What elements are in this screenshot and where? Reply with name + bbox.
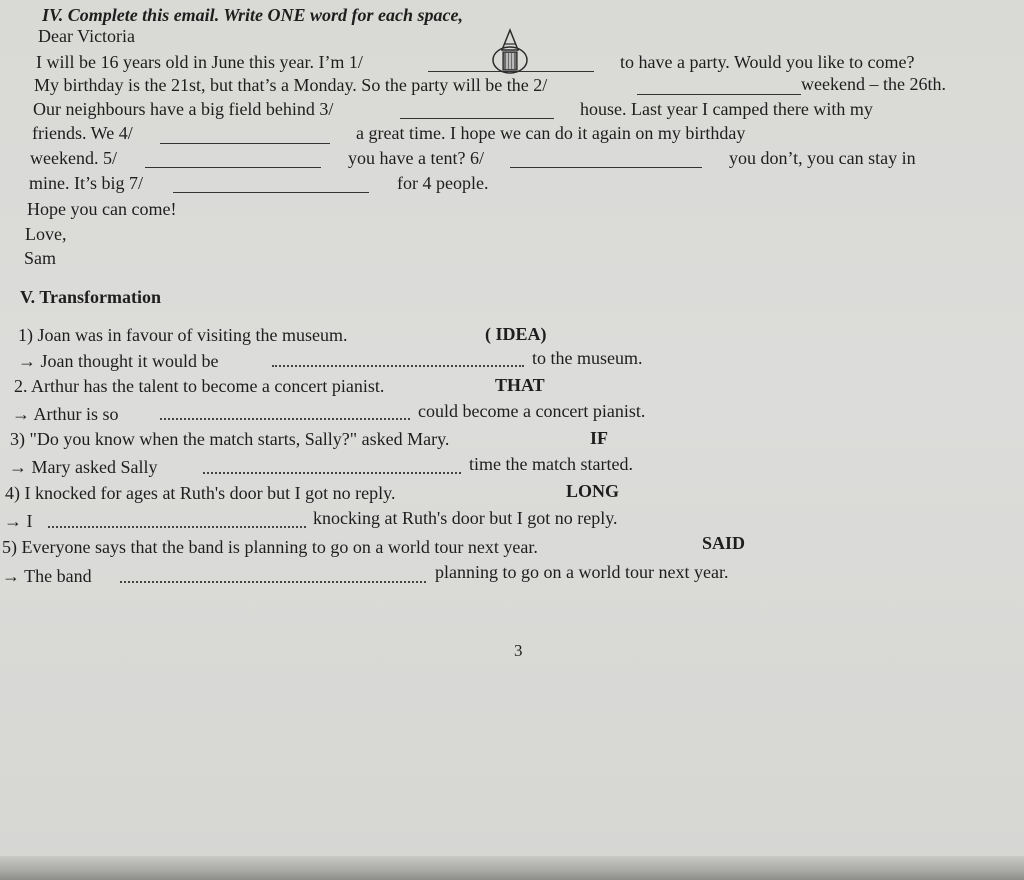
item-2-answer-blank[interactable]	[160, 418, 410, 420]
item-1-prompt: 1) Joan was in favour of visiting the museum.	[18, 325, 348, 345]
item-5-answer-end: planning to go on a world tour next year.	[435, 562, 729, 582]
item-4-keyword: LONG	[566, 481, 620, 501]
item-5-answer-blank[interactable]	[120, 581, 426, 583]
item-2-keyword: THAT	[495, 375, 545, 395]
email-line-6-end: for 4 people.	[397, 173, 489, 193]
email-line-5-middle: you have a tent? 6/	[348, 148, 484, 168]
page-number: 3	[514, 641, 523, 660]
section-5-heading: V. Transformation	[20, 287, 162, 307]
email-line-2-end: weekend – the 26th.	[801, 74, 946, 94]
blank-4[interactable]	[160, 143, 330, 144]
email-line-5-end: you don’t, you can stay in	[729, 148, 916, 168]
email-line-1-start: I will be 16 years old in June this year. I’m 1/	[36, 52, 363, 72]
email-sign-off: Love,	[25, 224, 67, 244]
item-4-answer-start: → I	[4, 511, 33, 531]
email-line-6-start: mine. It’s big 7/	[29, 173, 143, 193]
item-1-answer-start: → Joan thought it would be	[18, 351, 219, 371]
paper-edge-shadow	[0, 856, 1024, 880]
item-3-keyword: IF	[590, 428, 608, 448]
email-line-1-end: to have a party. Would you like to come?	[620, 52, 915, 72]
email-line-3-start: Our neighbours have a big field behind 3/	[33, 99, 334, 119]
item-3-answer-start: → Mary asked Sally	[9, 457, 158, 477]
item-5-prompt: 5) Everyone says that the band is planning to go on a world tour next year.	[2, 537, 538, 557]
item-2-answer-end: could become a concert pianist.	[418, 401, 646, 421]
item-3-answer-blank[interactable]	[203, 472, 461, 474]
item-3-answer-end: time the match started.	[469, 454, 633, 474]
item-4-answer-end: knocking at Ruth's door but I got no reply.	[313, 508, 618, 528]
blank-2[interactable]	[637, 94, 801, 95]
email-line-3-end: house. Last year I camped there with my	[580, 99, 873, 119]
email-line-5-start: weekend. 5/	[30, 148, 117, 168]
item-4-answer-blank[interactable]	[48, 526, 306, 528]
email-line-4-start: friends. We 4/	[32, 123, 133, 143]
blank-6[interactable]	[510, 167, 702, 168]
item-2-answer-start: → Arthur is so	[12, 404, 119, 424]
item-5-answer-start: → The band	[2, 566, 92, 586]
email-closing-line: Hope you can come!	[27, 199, 177, 219]
blank-7[interactable]	[173, 192, 369, 193]
item-1-keyword: ( IDEA)	[485, 324, 547, 344]
pen-nib-icon	[490, 28, 530, 76]
item-4-prompt: 4) I knocked for ages at Ruth's door but I got no reply.	[5, 483, 396, 503]
item-2-prompt: 2. Arthur has the talent to become a concert pianist.	[14, 376, 385, 396]
section-4-heading: IV. Complete this email. Write ONE word for each space,	[42, 5, 464, 25]
email-line-4-end: a great time. I hope we can do it again on my birthday	[356, 123, 746, 143]
email-line-2-start: My birthday is the 21st, but that’s a Monday. So the party will be the 2/	[34, 75, 548, 95]
blank-5[interactable]	[145, 167, 321, 168]
blank-3[interactable]	[400, 118, 554, 119]
item-5-keyword: SAID	[702, 533, 746, 553]
item-1-answer-end: to the museum.	[532, 348, 643, 368]
email-greeting: Dear Victoria	[38, 26, 136, 46]
item-3-prompt: 3) "Do you know when the match starts, Sally?" asked Mary.	[10, 429, 450, 449]
item-1-answer-blank[interactable]	[272, 365, 524, 367]
email-signature: Sam	[24, 248, 57, 268]
